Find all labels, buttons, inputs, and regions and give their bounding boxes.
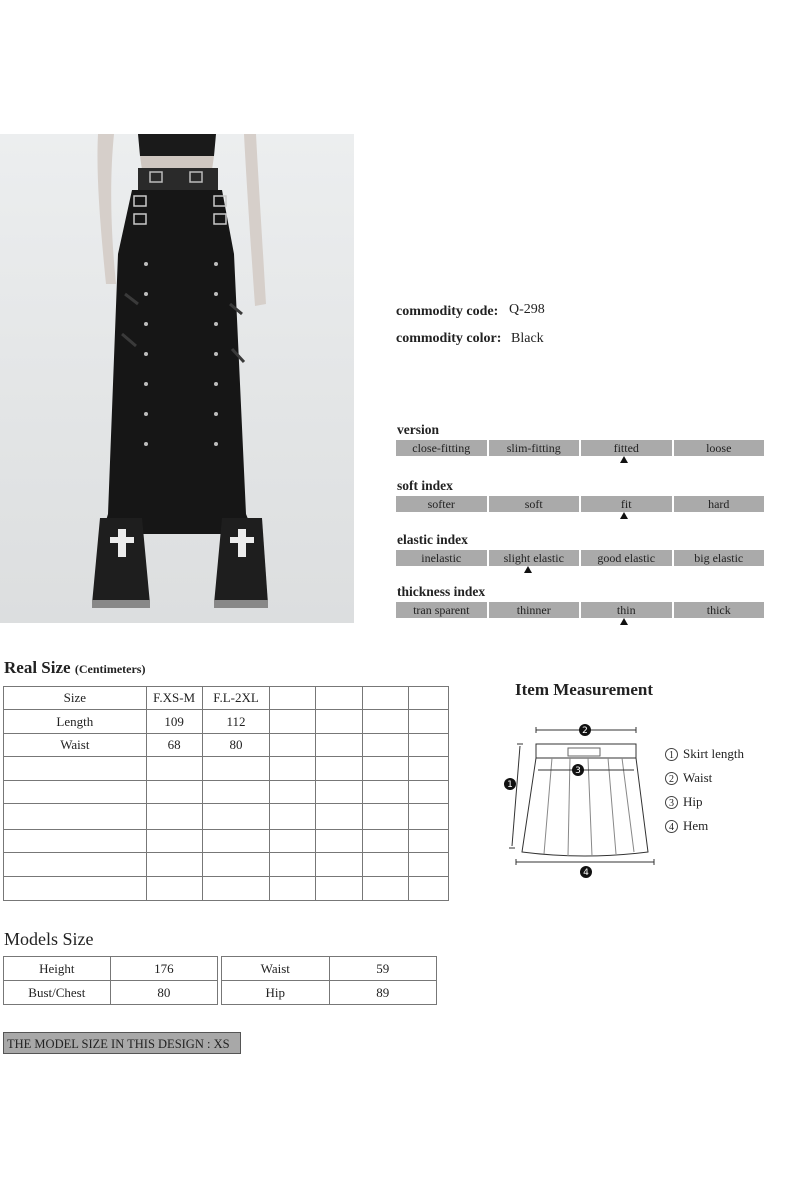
- table-row: [4, 853, 449, 877]
- commodity-code-label: commodity code:: [396, 304, 499, 319]
- version-option: fitted: [581, 440, 672, 456]
- table-cell: [363, 710, 409, 734]
- table-row: [222, 957, 437, 981]
- table-cell: [270, 757, 316, 781]
- table-cell: [270, 781, 316, 804]
- soft-index-marker: [620, 512, 628, 519]
- model-size-note: THE MODEL SIZE IN THIS DESIGN : XS: [3, 1032, 241, 1054]
- table-cell: [316, 757, 363, 781]
- version-marker: [620, 456, 628, 463]
- table-row: [4, 687, 449, 710]
- table-cell: [363, 830, 409, 853]
- table-cell: [4, 757, 147, 781]
- commodity-color-label: commodity color:: [396, 331, 502, 346]
- models-size-title: Models Size: [4, 929, 94, 949]
- table-cell: Waist: [4, 734, 147, 757]
- legend-number: 2: [665, 772, 678, 785]
- table-cell: [316, 877, 363, 901]
- table-cell: 89: [329, 981, 436, 1005]
- legend-number: 3: [665, 796, 678, 809]
- table-cell: [316, 853, 363, 877]
- legend-label: Waist: [683, 770, 713, 785]
- table-cell: [146, 757, 202, 781]
- table-cell: 68: [146, 734, 202, 757]
- soft-index-option: soft: [489, 496, 580, 512]
- version-bar: [396, 440, 764, 456]
- table-cell: [270, 804, 316, 830]
- soft-index-title: soft index: [397, 478, 453, 493]
- elastic-index-title: elastic index: [397, 532, 468, 547]
- thickness-index-option: thin: [581, 602, 672, 618]
- table-cell: [316, 830, 363, 853]
- table-row: [4, 781, 449, 804]
- item-measurement-title: Item Measurement: [515, 680, 654, 699]
- thickness-index-option: thinner: [489, 602, 580, 618]
- table-cell: Size: [4, 687, 147, 710]
- soft-index-option: softer: [396, 496, 487, 512]
- table-cell: [363, 853, 409, 877]
- table-cell: [146, 877, 202, 901]
- table-cell: 80: [110, 981, 217, 1005]
- table-cell: [270, 853, 316, 877]
- elastic-index-bar: [396, 550, 764, 566]
- table-cell: [363, 877, 409, 901]
- diagram-marker-3: 3: [575, 766, 581, 776]
- table-cell: [363, 781, 409, 804]
- real-size-heading: [4, 658, 145, 678]
- commodity-color-value: Black: [511, 331, 544, 346]
- elastic-index-option: big elastic: [674, 550, 765, 566]
- table-cell: [270, 687, 316, 710]
- version-option: slim-fitting: [489, 440, 580, 456]
- table-cell: Length: [4, 710, 147, 734]
- table-cell: [409, 804, 449, 830]
- table-row: [4, 830, 449, 853]
- table-cell: 112: [202, 710, 270, 734]
- table-cell: [4, 804, 147, 830]
- table-row: [4, 710, 449, 734]
- legend-label: Hip: [683, 794, 703, 809]
- real-size-unit: (Centimeters): [74, 662, 146, 676]
- table-cell: [409, 757, 449, 781]
- table-cell: 109: [146, 710, 202, 734]
- table-cell: [409, 687, 449, 710]
- table-row: [4, 804, 449, 830]
- table-row: [4, 734, 449, 757]
- version-title: version: [397, 422, 439, 437]
- product-photo: [0, 134, 354, 623]
- table-row: [4, 957, 218, 981]
- version-option: close-fitting: [396, 440, 487, 456]
- table-cell: [316, 804, 363, 830]
- table-cell: [202, 830, 270, 853]
- table-cell: [4, 781, 147, 804]
- table-cell: Bust/Chest: [4, 981, 111, 1005]
- table-cell: [270, 877, 316, 901]
- table-cell: 80: [202, 734, 270, 757]
- table-row: [4, 981, 218, 1005]
- table-cell: [4, 877, 147, 901]
- models-size-left-table: [3, 956, 218, 1005]
- version-option: loose: [674, 440, 765, 456]
- table-cell: F.XS-M: [146, 687, 202, 710]
- real-size-table: [3, 686, 449, 901]
- table-cell: [316, 687, 363, 710]
- table-cell: [202, 804, 270, 830]
- elastic-index-option: good elastic: [581, 550, 672, 566]
- table-cell: Waist: [222, 957, 330, 981]
- legend-item: [665, 766, 744, 790]
- skirt-measurement-diagram: [498, 718, 668, 882]
- diagram-marker-1: 1: [507, 780, 513, 790]
- table-cell: [363, 757, 409, 781]
- table-row: [4, 877, 449, 901]
- thickness-index-marker: [620, 618, 628, 625]
- model-skirt-illustration: [0, 134, 354, 623]
- table-cell: [409, 877, 449, 901]
- soft-index-option: fit: [581, 496, 672, 512]
- table-cell: [409, 853, 449, 877]
- table-cell: [202, 853, 270, 877]
- table-cell: [363, 804, 409, 830]
- table-cell: 59: [329, 957, 436, 981]
- elastic-index-option: inelastic: [396, 550, 487, 566]
- thickness-index-bar: [396, 602, 764, 618]
- table-cell: [4, 853, 147, 877]
- soft-index-option: hard: [674, 496, 765, 512]
- table-cell: [202, 781, 270, 804]
- table-cell: [409, 830, 449, 853]
- table-cell: [409, 781, 449, 804]
- legend-item: [665, 790, 744, 814]
- elastic-index-marker: [524, 566, 532, 573]
- table-cell: Hip: [222, 981, 330, 1005]
- legend-item: [665, 814, 744, 838]
- table-cell: [202, 757, 270, 781]
- elastic-index-option: slight elastic: [489, 550, 580, 566]
- legend-number: 1: [665, 748, 678, 761]
- table-cell: Height: [4, 957, 111, 981]
- legend-number: 4: [665, 820, 678, 833]
- table-cell: [363, 687, 409, 710]
- table-cell: [146, 804, 202, 830]
- models-size-right-table: [221, 956, 437, 1005]
- diagram-marker-4: 4: [583, 868, 589, 878]
- diagram-marker-2: 2: [582, 726, 588, 736]
- thickness-index-option: tran sparent: [396, 602, 487, 618]
- table-cell: [4, 830, 147, 853]
- thickness-index-option: thick: [674, 602, 765, 618]
- table-cell: [146, 830, 202, 853]
- legend-label: Hem: [683, 818, 709, 833]
- table-cell: [202, 877, 270, 901]
- table-cell: [270, 830, 316, 853]
- table-cell: [316, 734, 363, 757]
- table-cell: [270, 734, 316, 757]
- table-cell: [409, 734, 449, 757]
- table-cell: 176: [110, 957, 217, 981]
- real-size-title: Real Size: [4, 658, 71, 677]
- table-cell: [316, 710, 363, 734]
- table-cell: [409, 710, 449, 734]
- commodity-code-value: Q-298: [509, 302, 545, 317]
- measurement-legend: [665, 742, 744, 838]
- table-row: [4, 757, 449, 781]
- table-cell: [146, 781, 202, 804]
- soft-index-bar: [396, 496, 764, 512]
- legend-item: [665, 742, 744, 766]
- table-cell: [270, 710, 316, 734]
- table-cell: [146, 853, 202, 877]
- table-row: [222, 981, 437, 1005]
- table-cell: [316, 781, 363, 804]
- thickness-index-title: thickness index: [397, 584, 486, 599]
- table-cell: F.L-2XL: [202, 687, 270, 710]
- table-cell: [363, 734, 409, 757]
- legend-label: Skirt length: [683, 746, 745, 761]
